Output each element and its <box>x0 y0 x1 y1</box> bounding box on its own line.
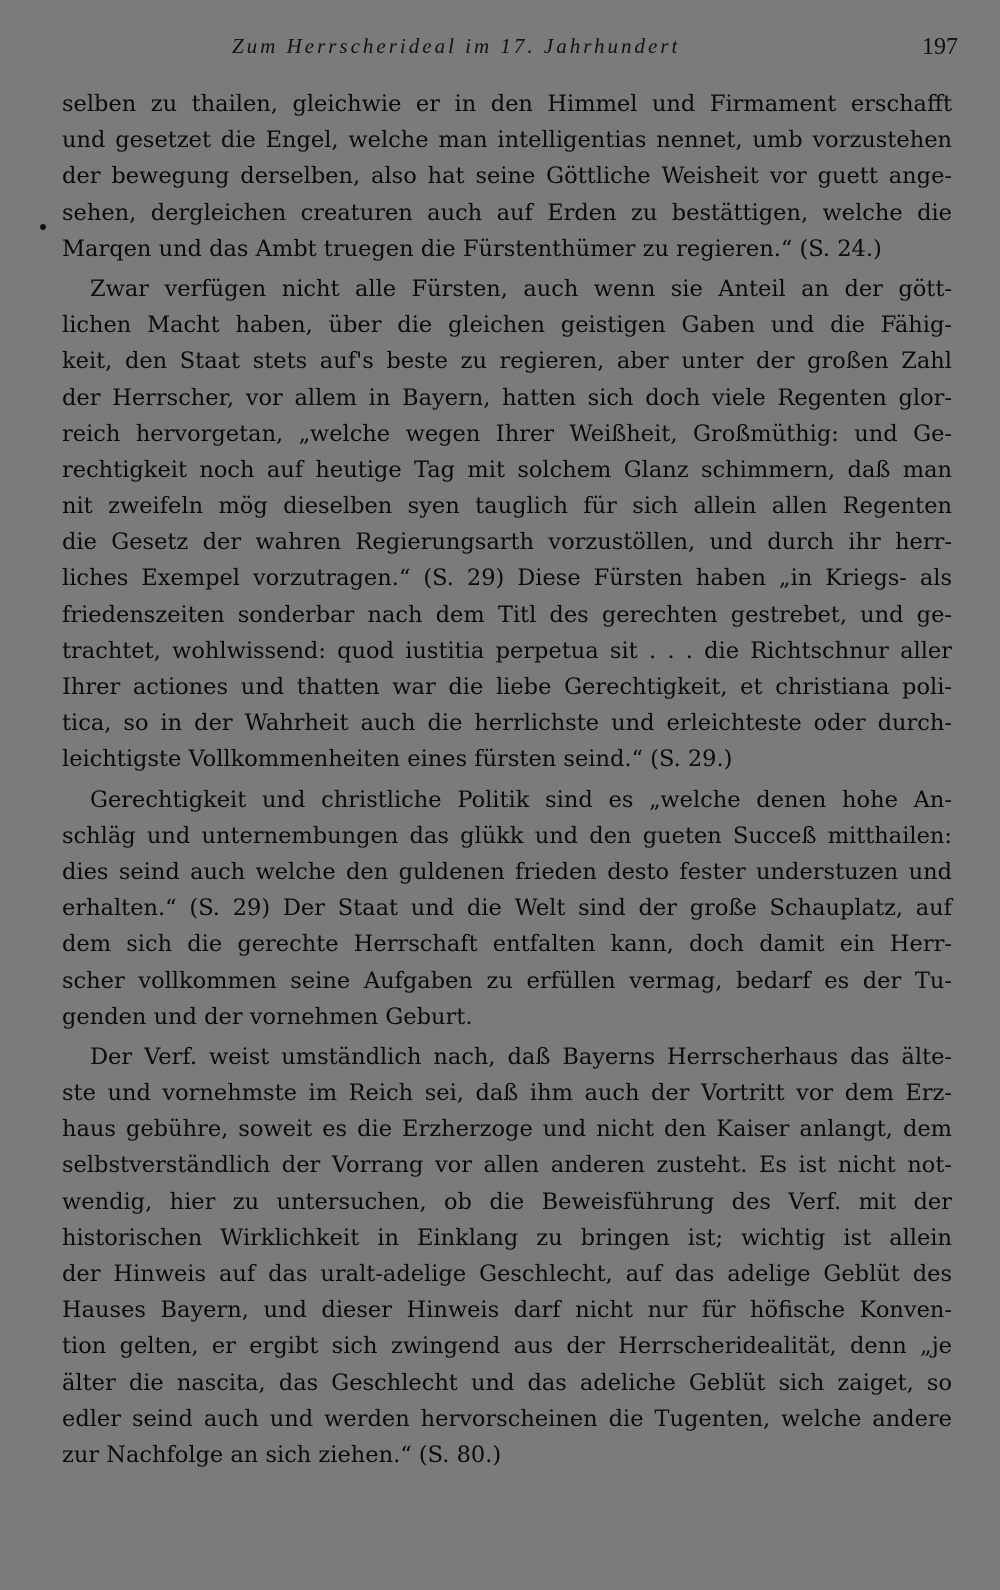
text-line: liches Exempel vorzutragen.“ (S. 29) Diese Fürsten haben „in Kriegs- als <box>62 565 952 592</box>
text-line: dies seind auch welche den guldenen frieden desto fester understuzen und <box>62 858 952 885</box>
text-line: Ihrer actiones und thatten war die liebe Gerechtigkeit, et christiana poli- <box>62 674 952 700</box>
text-line: edler seind auch und werden hervorscheinen die Tugenten, welche andere <box>62 1405 952 1432</box>
text-line: der bewegung derselben, also hat seine Göttliche Weisheit vor guett ange- <box>62 163 952 190</box>
text-line: scher vollkommen seine Aufgaben zu erfüllen vermag, bedarf es der Tu- <box>62 967 952 994</box>
page-number: 197 <box>922 34 958 60</box>
text-line: selben zu thailen, gleichwie er in den Himmel und Firmament erschafft <box>62 91 952 117</box>
text-line: friedenszeiten sonderbar nach dem Titl des gerechten gestrebet, und ge- <box>62 601 952 628</box>
text-line: keit, den Staat stets auf's beste zu regieren, aber unter der großen Zahl <box>62 348 952 375</box>
text-line: tion gelten, er ergibt sich zwingend aus der Herrscheridealität, denn „je <box>62 1333 952 1360</box>
paragraph <box>62 782 952 1035</box>
text-line: lichen Macht haben, über die gleichen geistigen Gaben und die Fähig- <box>62 312 952 339</box>
paragraph <box>62 271 952 778</box>
text-line: sehen, dergleichen creaturen auch auf Erden zu bestättigen, welche die <box>62 199 952 226</box>
text-line: Der Verf. weist umständlich nach, daß Bayerns Herrscherhaus das älte- <box>90 1043 952 1070</box>
text-line: Hauses Bayern, und dieser Hinweis darf nicht nur für höfische Konven- <box>62 1297 952 1324</box>
running-head: Zum Herrscherideal im 17. Jahrhundert <box>232 34 681 58</box>
text-line: ste und vornehmste im Reich sei, daß ihm auch der Vortritt vor dem Erz- <box>62 1080 952 1107</box>
text-line: und gesetzet die Engel, welche man intelligentias nennet, umb vorzustehen <box>62 127 952 154</box>
text-line: schläg und unternembungen das glükk und den gueten Succeß mitthailen: <box>62 822 952 849</box>
text-line: Zwar verfügen nicht alle Fürsten, auch wenn sie Anteil an der gött- <box>90 275 952 302</box>
text-line: erhalten.“ (S. 29) Der Staat und die Welt sind der große Schauplatz, auf <box>62 895 952 922</box>
text-line: tica, so in der Wahrheit auch die herrlichste und erleichteste oder durch- <box>62 710 952 737</box>
text-line: trachtet, wohlwissend: quod iustitia perpetua sit . . . die Richtschnur aller <box>62 637 952 664</box>
text-line: genden und der vornehmen Geburt. <box>62 1003 473 1030</box>
text-line: reich hervorgetan, „welche wegen Ihrer Weißheit, Großmüthig: und Ge- <box>62 420 952 447</box>
text-line: zur Nachfolge an sich ziehen.“ (S. 80.) <box>62 1441 502 1468</box>
text-line: leichtigste Vollkommenheiten eines fürsten seind.“ (S. 29.) <box>62 746 733 773</box>
text-line: der Hinweis auf das uralt-adelige Geschlecht, auf das adelige Geblüt des <box>62 1261 952 1287</box>
text-line: der Herrscher, vor allem in Bayern, hatten sich doch viele Regenten glor- <box>62 384 952 411</box>
text-line: die Gesetz der wahren Regierungsarth vorzustöllen, und durch ihr herr- <box>62 529 952 556</box>
text-line: dem sich die gerechte Herrschaft entfalten kann, doch damit ein Herr- <box>62 931 952 958</box>
text-line: nit zweifeln mög dieselben syen tauglich für sich allein allen Regenten <box>62 493 952 520</box>
text-line: älter die nascita, das Geschlecht und das adeliche Geblüt sich zaiget, so <box>62 1369 952 1396</box>
text-line: selbstverständlich der Vorrang vor allen anderen zusteht. Es ist nicht not- <box>62 1152 952 1179</box>
paragraph <box>62 86 952 267</box>
margin-mark <box>40 224 46 230</box>
text-line: rechtigkeit noch auf heutige Tag mit solchem Glanz schimmern, daß man <box>62 456 952 483</box>
text-line: historischen Wirklichkeit in Einklang zu bringen ist; wichtig ist allein <box>62 1224 952 1251</box>
text-line: haus gebühre, soweit es die Erzherzoge und nicht den Kaiser anlangt, dem <box>62 1116 952 1143</box>
paragraph <box>62 1039 952 1473</box>
text-line: Marqen und das Ambt truegen die Fürstenthümer zu regieren.“ (S. 24.) <box>62 235 882 262</box>
body-text <box>62 86 952 1477</box>
text-line: wendig, hier zu untersuchen, ob die Beweisführung des Verf. mit der <box>62 1188 952 1215</box>
text-line: Gerechtigkeit und christliche Politik sind es „welche denen hohe An- <box>90 786 952 813</box>
